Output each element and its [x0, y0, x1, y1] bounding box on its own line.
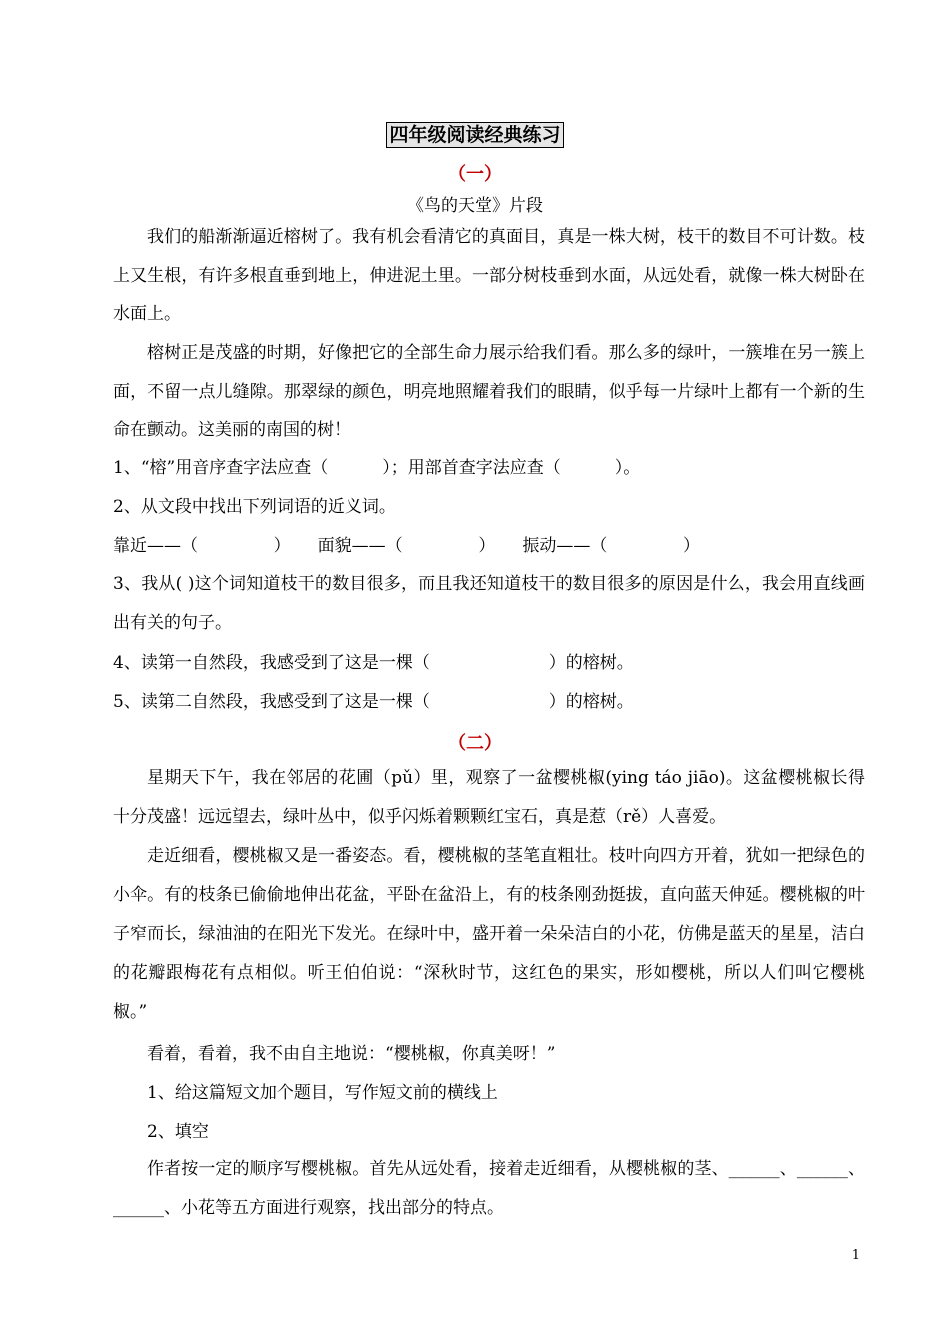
- section-1-paragraph-1: 我们的船渐渐逼近榕树了。我有机会看清它的真面目，真是一株大树，枝干的数目不可计数。枝上又生根，有许多根直垂到地上，伸进泥土里。一部分树枝垂到水面，从远处看，就像一株大树卧在水面上。: [113, 227, 865, 324]
- question-1-2-words: 靠近——（ ） 面貌——（ ） 振动——（ ）: [113, 536, 700, 556]
- section-1-heading: （一）: [448, 164, 502, 185]
- section-2-paragraph-2: 走近细看，樱桃椒又是一番姿态。看，樱桃椒的茎笔直粗壮。枝叶向四方开着，犹如一把绿色的小伞。有的枝条已偷偷地伸出花盆，平卧在盆沿上，有的枝条刚劲挺拔，直向蓝天伸延。樱桃椒的叶子窄而长，绿油油的在阳光下发光。在绿叶中，盛开着一朵朵洁白的小花，仿佛是蓝天的星星，洁白的花瓣跟梅花有点相似。听王伯伯说：“深秋时节，这红色的果实，形如樱桃，所以人们叫它樱桃椒。”: [113, 846, 865, 1022]
- question-1-4: 4、读第一自然段，我感受到了这是一棵（ ）的榕树。: [113, 653, 634, 673]
- section-2-paragraph-3: 看着，看着，我不由自主地说：“樱桃椒，你真美呀！”: [147, 1044, 556, 1064]
- question-1-2: 2、从文段中找出下列词语的近义词。: [113, 497, 396, 517]
- question-2-2-text: 作者按一定的顺序写樱桃椒。首先从远处看，接着走近细看，从樱桃椒的茎、______、______、______、小花等五方面进行观察，找出部分的特点。: [113, 1159, 865, 1218]
- passage-subtitle: 《鸟的天堂》片段: [407, 196, 543, 216]
- section-1-paragraph-2: 榕树正是茂盛的时期，好像把它的全部生命力展示给我们看。那么多的绿叶，一簇堆在另一簇上面，不留一点儿缝隙。那翠绿的颜色，明亮地照耀着我们的眼睛，似乎每一片绿叶上都有一个新的生命在颤动。这美丽的南国的树！: [113, 343, 865, 440]
- document-title: 四年级阅读经典练习: [386, 122, 563, 148]
- page-number: 1: [851, 1248, 860, 1263]
- question-1-3: 3、我从( )这个词知道枝干的数目很多，而且我还知道枝干的数目很多的原因是什么，我会用直线画出有关的句子。: [113, 574, 865, 633]
- section-2-heading: （二）: [448, 733, 502, 754]
- question-1-1: 1、“榕”用音序查字法应查（ ）；用部首查字法应查（ ）。: [113, 458, 641, 478]
- question-2-1: 1、给这篇短文加个题目，写作短文前的横线上: [147, 1083, 498, 1103]
- section-2-paragraph-1: 星期天下午，我在邻居的花圃（pǔ）里，观察了一盆樱桃椒(ying táo jiāo)。这盆樱桃椒长得十分茂盛！远远望去，绿叶丛中，似乎闪烁着颗颗红宝石，真是惹（rě）人喜爱。: [113, 768, 865, 827]
- question-2-2: 2、填空: [147, 1122, 209, 1142]
- question-1-5: 5、读第二自然段，我感受到了这是一棵（ ）的榕树。: [113, 692, 634, 712]
